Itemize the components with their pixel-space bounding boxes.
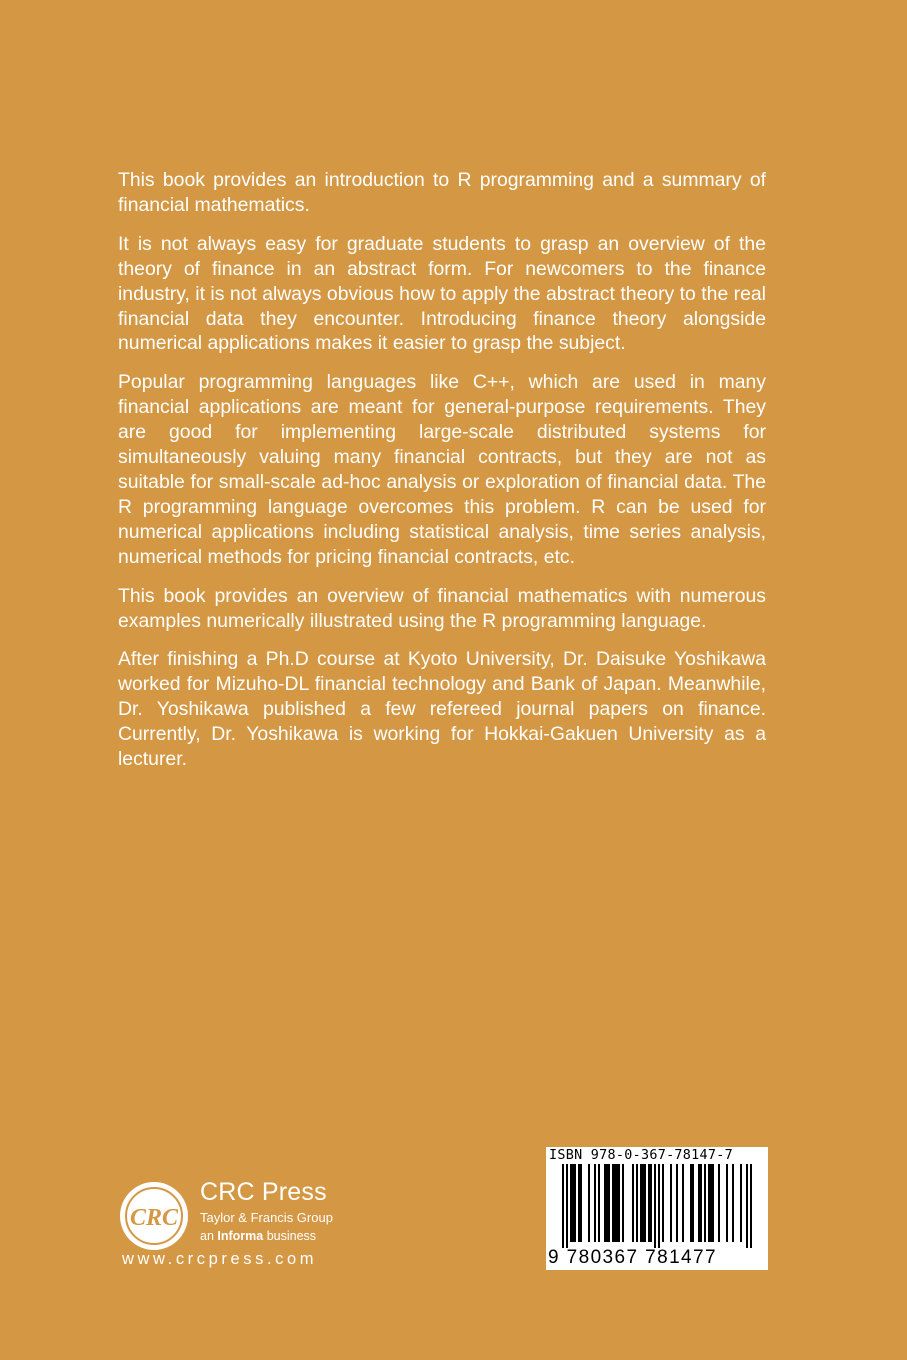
barcode-bar	[566, 1164, 568, 1248]
barcode-bar	[682, 1164, 684, 1242]
barcode-bar	[588, 1164, 590, 1242]
isbn-barcode	[546, 1147, 768, 1270]
barcode-bar	[606, 1164, 608, 1242]
barcode-bar	[632, 1164, 634, 1242]
barcode-bar	[704, 1164, 706, 1242]
barcode-bar	[594, 1164, 596, 1242]
business-brand: Informa	[217, 1229, 264, 1243]
barcode-bar	[572, 1164, 574, 1242]
barcode-bar	[622, 1164, 624, 1242]
author-bio: After finishing a Ph.D course at Kyoto University, Dr. Daisuke Yoshikawa worked for Mizuho-DL financial technology and Bank of Japan. Meanwhile, Dr. Yoshikawa published a few refereed journal papers on finance. Currently, Dr. Yoshikawa is working for Hokkai-Gakuen University as a lecturer.	[118, 648, 766, 771]
publisher-url: www.crcpress.com	[122, 1250, 318, 1268]
barcode-bar	[636, 1164, 638, 1242]
isbn-label: ISBN 978-0-367-78147-7	[549, 1148, 733, 1163]
barcode-bar	[662, 1164, 664, 1242]
barcode-bar	[618, 1164, 620, 1242]
blurb-paragraph-4: This book provides an overview of financial mathematics with numerous examples numerically illustrated using the R programming language.	[118, 584, 766, 632]
back-cover-blurb	[118, 168, 766, 786]
barcode-bar	[570, 1164, 572, 1242]
barcode-bar	[718, 1164, 720, 1242]
business-prefix: an	[200, 1229, 214, 1243]
barcode-bar	[740, 1164, 742, 1242]
barcode-bar	[598, 1164, 600, 1242]
ean-right-group: 781477	[645, 1247, 717, 1268]
barcode-bar	[614, 1164, 616, 1242]
blurb-paragraph-1: This book provides an introduction to R programming and a summary of financial mathematics.	[118, 169, 766, 216]
barcode-bar	[604, 1164, 606, 1242]
ean-first-digit: 9	[548, 1247, 560, 1268]
barcode-bar	[712, 1164, 714, 1242]
barcode-bar	[750, 1164, 752, 1248]
barcode-bar	[726, 1164, 728, 1242]
barcode-bar	[642, 1164, 644, 1242]
barcode-bar	[612, 1164, 614, 1242]
barcode-bars	[546, 1164, 768, 1250]
barcode-bar	[640, 1164, 642, 1242]
publisher-business-line	[200, 1229, 316, 1243]
barcode-bar	[658, 1164, 660, 1248]
barcode-bar	[708, 1164, 710, 1242]
ean-digits	[548, 1247, 717, 1269]
barcode-bar	[700, 1164, 702, 1242]
barcode-bar	[746, 1164, 748, 1248]
barcode-bar	[732, 1164, 734, 1242]
publisher-group: Taylor & Francis Group	[200, 1210, 333, 1225]
barcode-bar	[562, 1164, 564, 1248]
publisher-name: CRC Press	[200, 1178, 327, 1206]
crc-logo-text: CRC	[129, 1205, 179, 1231]
barcode-bar	[644, 1164, 646, 1242]
barcode-bar	[698, 1164, 700, 1242]
barcode-bar	[648, 1164, 650, 1242]
barcode-bar	[710, 1164, 712, 1242]
crc-logo-icon	[118, 1180, 190, 1252]
barcode-bar	[574, 1164, 576, 1242]
business-suffix: business	[266, 1229, 317, 1243]
barcode-bar	[690, 1164, 692, 1242]
barcode-bar	[692, 1164, 694, 1242]
blurb-paragraph-3: Popular programming languages like C++, which are used in many financial applications are meant for general-purpose requirements. They are good for implementing large-scale distributed systems for simultaneously valuing many financial contracts, but they are not as suitable for small-scale ad-hoc analysis or exploration of financial data. The R programming language overcomes this problem. R can be used for numerical applications including statistical analysis, time series analysis, numerical methods for pricing financial contracts, etc.	[118, 371, 766, 568]
barcode-bar	[580, 1164, 582, 1242]
barcode-bar	[608, 1164, 610, 1242]
barcode-bar	[654, 1164, 656, 1248]
ean-left-group: 780367	[566, 1247, 639, 1268]
barcode-bar	[616, 1164, 618, 1242]
barcode-bar	[676, 1164, 678, 1242]
barcode-bar	[650, 1164, 652, 1242]
publisher-logo-block	[118, 1178, 378, 1278]
blurb-paragraph-2: It is not always easy for graduate students to grasp an overview of the theory of finance in an abstract form. For newcomers to the finance industry, it is not always obvious how to apply the abstract theory to the real financial data they encounter. Introducing finance theory alongside numerical applications makes it easier to grasp the subject.	[118, 232, 766, 355]
barcode-bar	[578, 1164, 580, 1242]
barcode-bar	[670, 1164, 672, 1242]
